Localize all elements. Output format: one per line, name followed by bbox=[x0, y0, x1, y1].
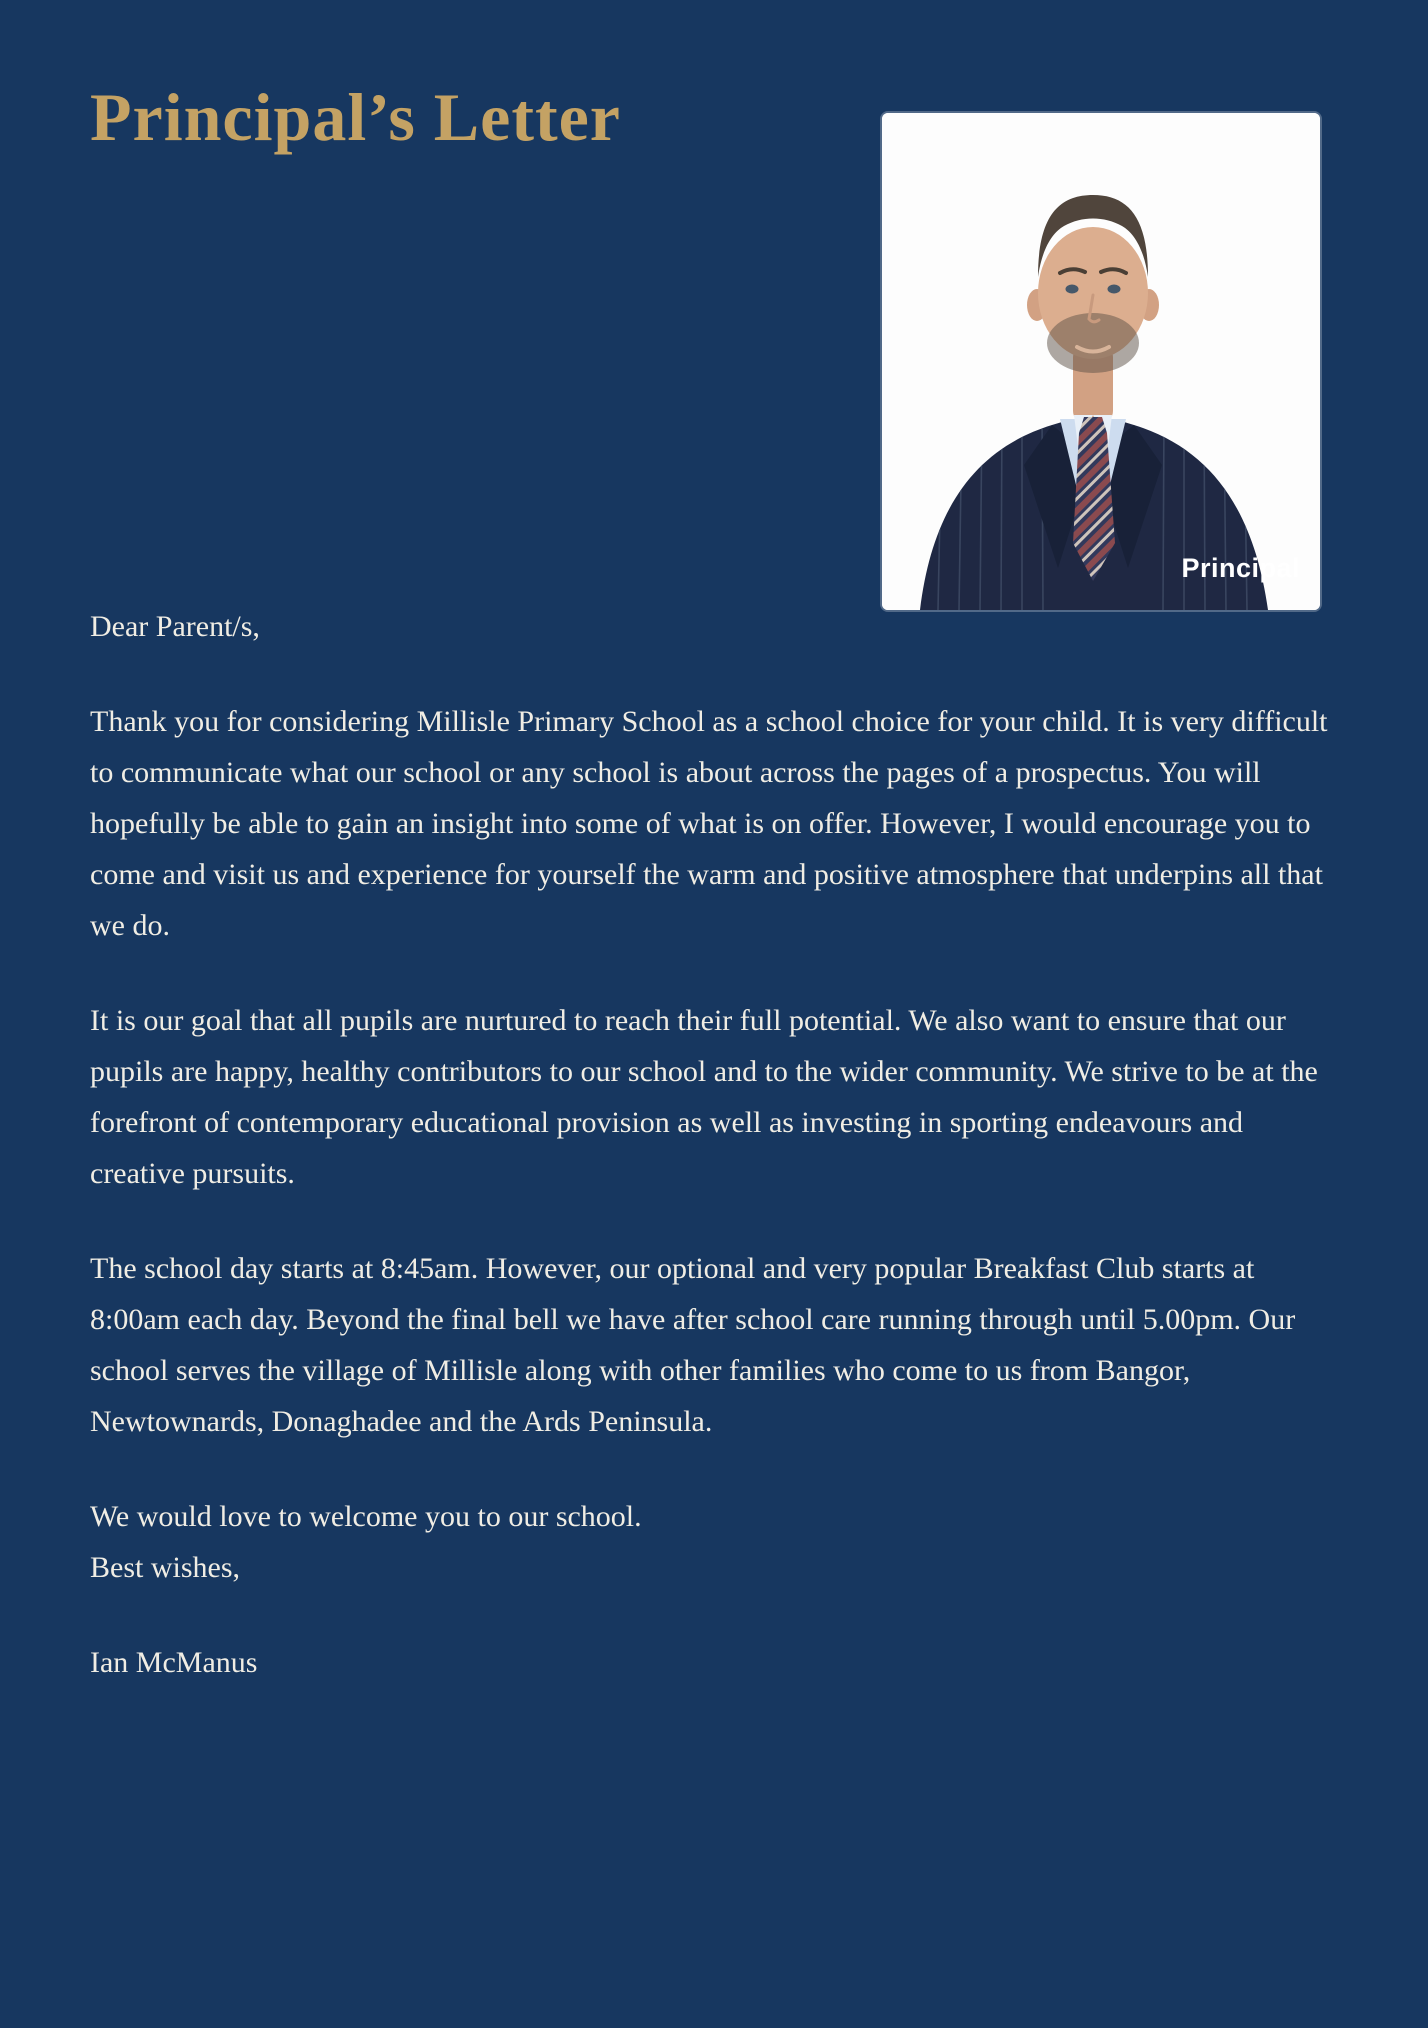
closing-line-1: We would love to welcome you to our school. bbox=[90, 1500, 642, 1534]
principal-portrait-illustration bbox=[882, 113, 1320, 610]
letter-paragraph-3: The school day starts at 8:45am. However, our optional and very popular Breakfast Club starts at 8:00am each day. Beyond the final bell we have after school care running through until 5.00pm. Our school serves the village of Millisle along with other families who come to us from Bangor, Newtownards, Donaghadee and the Ards Peninsula. bbox=[90, 1252, 1296, 1439]
photo-caption-principal: Principal bbox=[1181, 553, 1300, 583]
principal-letter-body bbox=[90, 601, 1328, 1688]
principal-photo bbox=[882, 113, 1320, 610]
salutation: Dear Parent/s, bbox=[90, 610, 260, 644]
closing-line-2: Best wishes, bbox=[90, 1551, 240, 1585]
closing-block bbox=[90, 1491, 1328, 1593]
signature: Ian McManus bbox=[90, 1646, 258, 1680]
letter-paragraph-1: Thank you for considering Millisle Primary School as a school choice for your child. It is very difficult to communicate what our school or any school is about across the pages of a prospectus. You will hopefully be able to gain an insight into some of what is on offer. However, I would encourage you to come and visit us and experience for yourself the warm and positive atmosphere that underpins all that we do. bbox=[90, 705, 1328, 943]
page-title: Principal’s Letter bbox=[90, 79, 621, 155]
letter-paragraph-2: It is our goal that all pupils are nurtured to reach their full potential. We also want to ensure that our pupils are happy, healthy contributors to our school and to the wider community. We strive to be at the forefront of contemporary educational provision as well as investing in sporting endeavours and creative pursuits. bbox=[90, 1004, 1318, 1191]
